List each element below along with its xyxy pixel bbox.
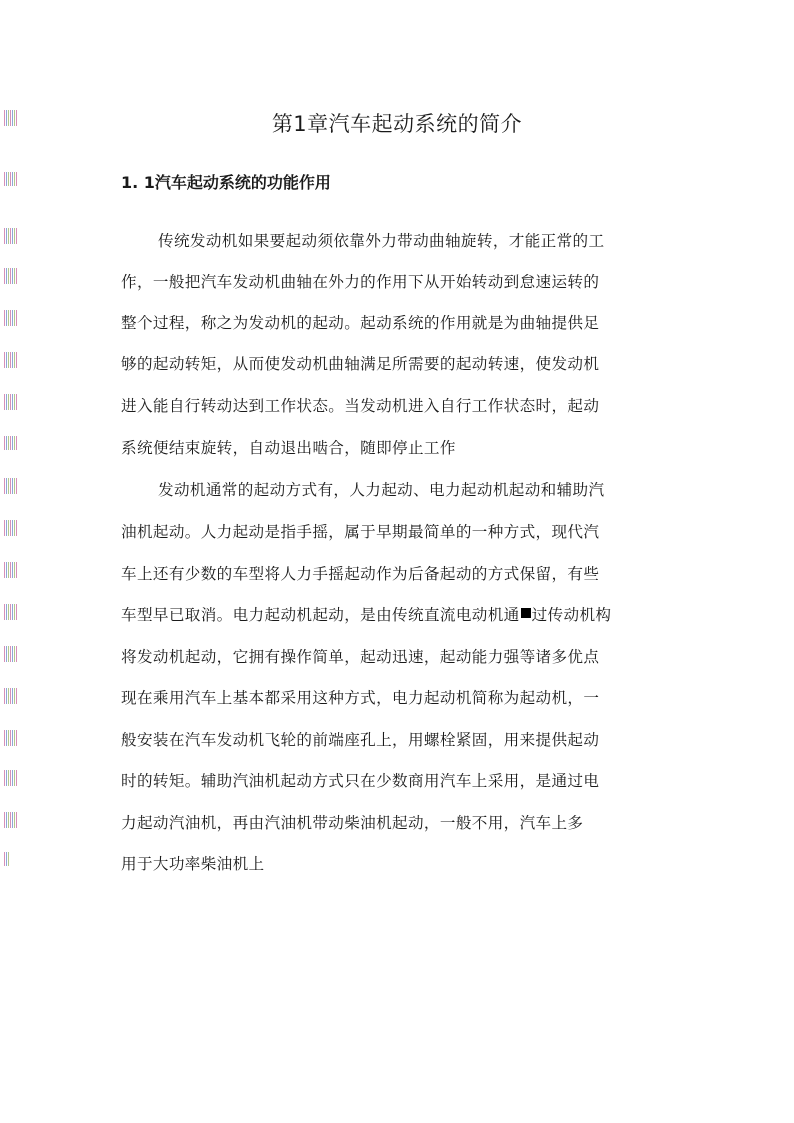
- paragraph-line-text: 车型早已取消。电力起动机起动，是由传统直流电动机通: [121, 606, 520, 624]
- margin-artifact: [4, 478, 18, 494]
- margin-artifact: [4, 646, 18, 662]
- paragraph-line: 将发动机起动，它拥有操作简单，起动迅速，起动能力强等诸多优点: [121, 648, 600, 666]
- paragraph-line: 整个过程，称之为发动机的起动。起动系统的作用就是为曲轴提供足: [121, 314, 600, 332]
- margin-artifact: [4, 520, 18, 536]
- margin-artifact: [4, 172, 18, 186]
- margin-artifact: [4, 730, 18, 746]
- margin-artifact: [4, 770, 18, 786]
- paragraph-line: 够的起动转矩，从而使发动机曲轴满足所需要的起动转速，使发动机: [121, 355, 600, 373]
- paragraph-line-tail: 过传动机构: [531, 606, 612, 624]
- paragraph-line: [121, 603, 611, 625]
- black-square-glyph: [521, 608, 531, 618]
- margin-artifact: [4, 352, 18, 368]
- paragraph-line: 用于大功率柴油机上: [121, 855, 265, 873]
- paragraph-line: 作，一般把汽车发动机曲轴在外力的作用下从开始转动到怠速运转的: [121, 273, 600, 291]
- paragraph-line: 油机起动。人力起动是指手摇，属于早期最简单的一种方式，现代汽: [121, 523, 600, 541]
- paragraph-line: 车上还有少数的车型将人力手摇起动作为后备起动的方式保留，有些: [121, 565, 600, 583]
- margin-artifact: [4, 310, 18, 326]
- paragraph-line: 力起动汽油机，再由汽油机带动柴油机起动，一般不用，汽车上多: [121, 814, 584, 832]
- margin-artifact: [4, 394, 18, 410]
- margin-artifact: [4, 852, 10, 866]
- margin-artifact: [4, 268, 18, 284]
- margin-artifact: [4, 228, 18, 244]
- margin-artifact: [4, 436, 18, 450]
- paragraph-line: 时的转矩。辅助汽油机起动方式只在少数商用汽车上采用，是通过电: [121, 772, 600, 790]
- margin-artifact: [4, 562, 18, 578]
- margin-artifact: [4, 812, 18, 828]
- paragraph-line: 现在乘用汽车上基本都采用这种方式，电力起动机简称为起动机，一: [121, 689, 600, 707]
- section-title: 1. 1汽车起动系统的功能作用: [121, 173, 331, 192]
- paragraph-line: 发动机通常的起动方式有，人力起动、电力起动机起动和辅助汽: [158, 481, 605, 499]
- paragraph-line: 传统发动机如果要起动须依靠外力带动曲轴旋转，才能正常的工: [158, 232, 605, 250]
- paragraph-line: 般安装在汽车发动机飞轮的前端座孔上，用螺栓紧固，用来提供起动: [121, 731, 600, 749]
- chapter-title: 第1章汽车起动系统的简介: [271, 112, 523, 136]
- margin-artifact: [4, 688, 18, 704]
- margin-artifact: [4, 604, 18, 620]
- paragraph-line: 系统便结束旋转，自动退出啮合，随即停止工作: [121, 439, 456, 457]
- paragraph-line: 进入能自行转动达到工作状态。当发动机进入自行工作状态时，起动: [121, 397, 600, 415]
